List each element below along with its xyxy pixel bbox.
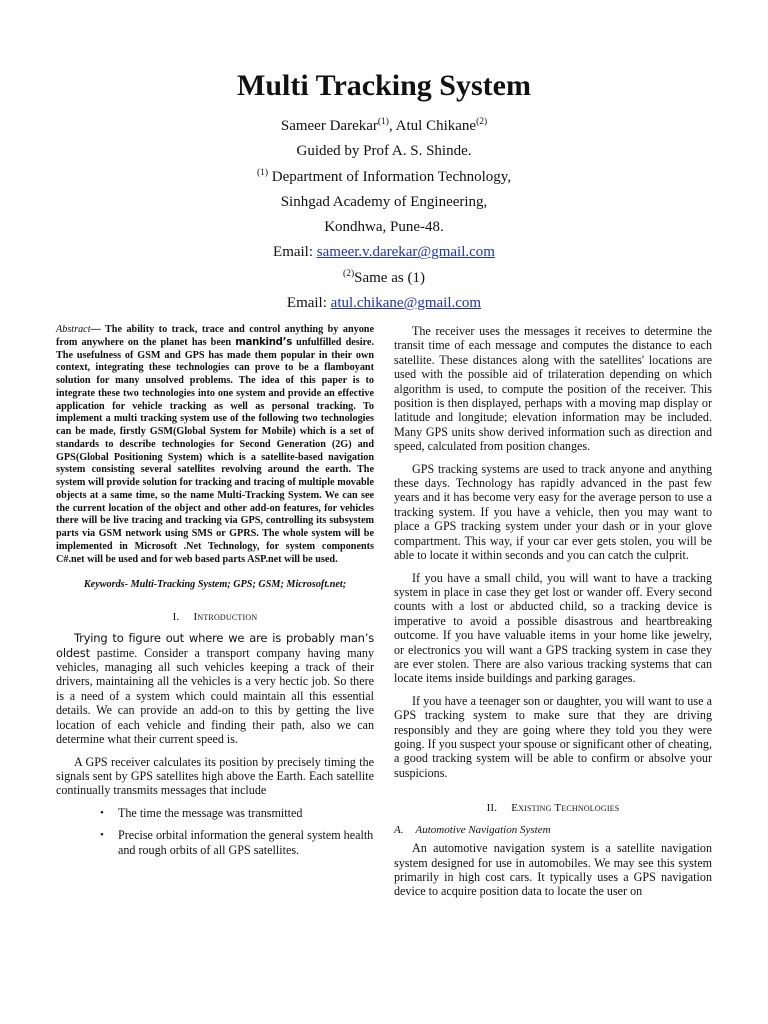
affiliation-mark: (1) [256, 167, 269, 178]
affiliation-dept [0, 165, 768, 190]
paper-header [0, 66, 768, 316]
subsection-letter: A. [394, 824, 404, 837]
section-title: Existing Technologies [511, 802, 620, 815]
right-column [394, 324, 712, 899]
intro-first-line: Trying to figure out where we are is probably man’s oldest [56, 631, 374, 660]
intro-paragraph-1 [56, 631, 374, 746]
author-separator: , [388, 118, 396, 134]
author-2: Atul Chikane [395, 118, 477, 134]
tracking-uses-paragraph: GPS tracking systems are used to track anyone and anything these days. Technology has rapidly advanced in the past few years and it has become very easy for the average person to use a tracking system. If you have a vehicle, then you may want to place a GPS tracking system under your dash or in your glove compartment. This way, if your car ever gets stolen, you will be able to locate it within seconds and you can catch the culprit. [394, 461, 712, 563]
list-item [56, 828, 374, 857]
teen-tracking-paragraph: If you have a teenager son or daughter, you will want to use a GPS tracking system to make sure that they are driving responsibly and they are going where they told you they were going. If you suspect your spouse or significant other of cheating, a good tracking system will be able to confirm or absolve your suspicions. [394, 693, 712, 780]
affiliation-city: Kondhwa, Pune-48. [324, 219, 444, 236]
email-label-2: Email: [286, 295, 331, 312]
list-item-text: Precise orbital information the general system health and rough orbits of all GPS satellites. [118, 828, 374, 857]
list-item-text: The time the message was transmitted [118, 805, 303, 820]
author-2-affil-mark: (2) [476, 117, 488, 127]
subsection-heading [394, 824, 712, 836]
bullet-icon: • [100, 829, 104, 842]
author-1: Sameer Darekar [280, 118, 378, 134]
section-number: II. [486, 802, 498, 815]
bullet-icon: • [100, 806, 104, 819]
guide-line: Guided by Prof A. S. Shinde. [296, 143, 472, 160]
abstract-text-start: The ability to track, trace and control anything by anyone from anywhere on the planet has been [56, 324, 374, 348]
abstract-text-rest: unfulfilled desire. The usefulness of GSM and GPS has made them popular in their own context, integrating these technologies can prove to be a flamboyant solution for many unsolved problems. The idea of this paper is to integrate these two technologies into one system and provide an effective application for vehicle tracking as well as personal tracking. To implement a multi tracking system use of the following two technologies can be made, firstly GSM(Global System for Mobile) which is a set of standards to describe technologies for Second Generation (2G) and GPS(Global Positioning System) which is a satellite-based navigation system consisting several satellites revolving around the earth. The system will provide solution for tracking and tracing of multiple movable objects at a same time, so the name Multi-Tracking System. We can see the current location of the object and other add-on features, for vehicles there will be live tracing and tracking via GPS, controlling its subsystem parts via GSM network using SMS or GPRS. The whole system will be implemented in Microsoft .Net Technology, for system components C#.net will be used and for web based parts ASP.net will be used. [56, 336, 374, 565]
gps-message-list [56, 806, 374, 857]
section-number: I. [172, 611, 180, 624]
list-item [56, 806, 374, 820]
gps-receiver-paragraph: The receiver uses the messages it receives to determine the transit time of each message and computes the distance to each satellite. These distances along with the satellites' locations are used with the possible aid of trilateration depending on which algorithm is used, to compute the position of the receiver. This position is then displayed, perhaps with a moving map display or latitude and longitude; elevation information may be included. Many GPS units show derived information such as direction and speed, calculated from position changes. [394, 324, 712, 454]
email-label-1: Email: [273, 244, 317, 261]
abstract-label: Abstract [56, 324, 91, 335]
affiliation-dept-text: Department of Information Technology, [268, 168, 512, 185]
abstract-mankind-word: mankind’s [235, 336, 293, 348]
affiliation-college: Sinhgad Academy of Engineering, [280, 193, 488, 210]
section-heading-introduction [56, 611, 374, 623]
intro-paragraph-1-rest: pastime. Consider a transport company having many vehicles, managing all such vehicles keeping a track of their drivers, maintaining all the vehicles is a very hectic job. So there is a need of a system which could maintain all this essential details. We can provide an add-on to this by getting the live location of each vehicle and finding their path, also we can determine what their current speed is. [56, 645, 374, 747]
same-affiliation-mark: (2) [343, 268, 355, 279]
email-line-2 [0, 291, 768, 316]
author-1-affil-mark: (1) [377, 117, 389, 127]
email-link-1[interactable]: sameer.v.darekar@gmail.com [316, 244, 495, 261]
left-column [56, 324, 374, 865]
same-affiliation-line [0, 266, 768, 291]
intro-paragraph-2: A GPS receiver calculates its position by precisely timing the signals sent by GPS satellites high above the Earth. Each satellite continually transmits messages that include [56, 754, 374, 798]
abstract-dash: — [90, 324, 106, 335]
section-title: Introduction [193, 611, 258, 624]
same-affiliation-text: Same as (1) [354, 269, 425, 286]
paper-title: Multi Tracking System [237, 69, 531, 102]
navigation-system-paragraph: An automotive navigation system is a satellite navigation system designed for use in automobiles. We may see this system primarily in high cost cars. It typically uses a GPS navigation device to acquire position data to locate the user on [394, 841, 712, 899]
keywords: Keywords- Multi-Tracking System; GPS; GSM; Microsoft.net; [83, 579, 347, 591]
abstract [56, 324, 374, 566]
authors-line [0, 114, 768, 139]
email-link-2[interactable]: atul.chikane@gmail.com [330, 295, 482, 312]
subsection-title: Automotive Navigation System [415, 824, 551, 837]
child-tracking-paragraph: If you have a small child, you will want to have a tracking system in place in case they get lost or wander off. Every second counts with a lost or abducted child, so a tracking device is imperative to avoid a possible disastrous and heartbreaking outcome. If you have valuable items in your home like jewelry, or electronics you will want a GPS tracking system in case they are ever stolen. There are also various tracking systems that can locate items inside buildings and parking garages. [394, 570, 712, 686]
section-heading-existing-technologies [394, 802, 712, 814]
email-line-1 [0, 240, 768, 265]
